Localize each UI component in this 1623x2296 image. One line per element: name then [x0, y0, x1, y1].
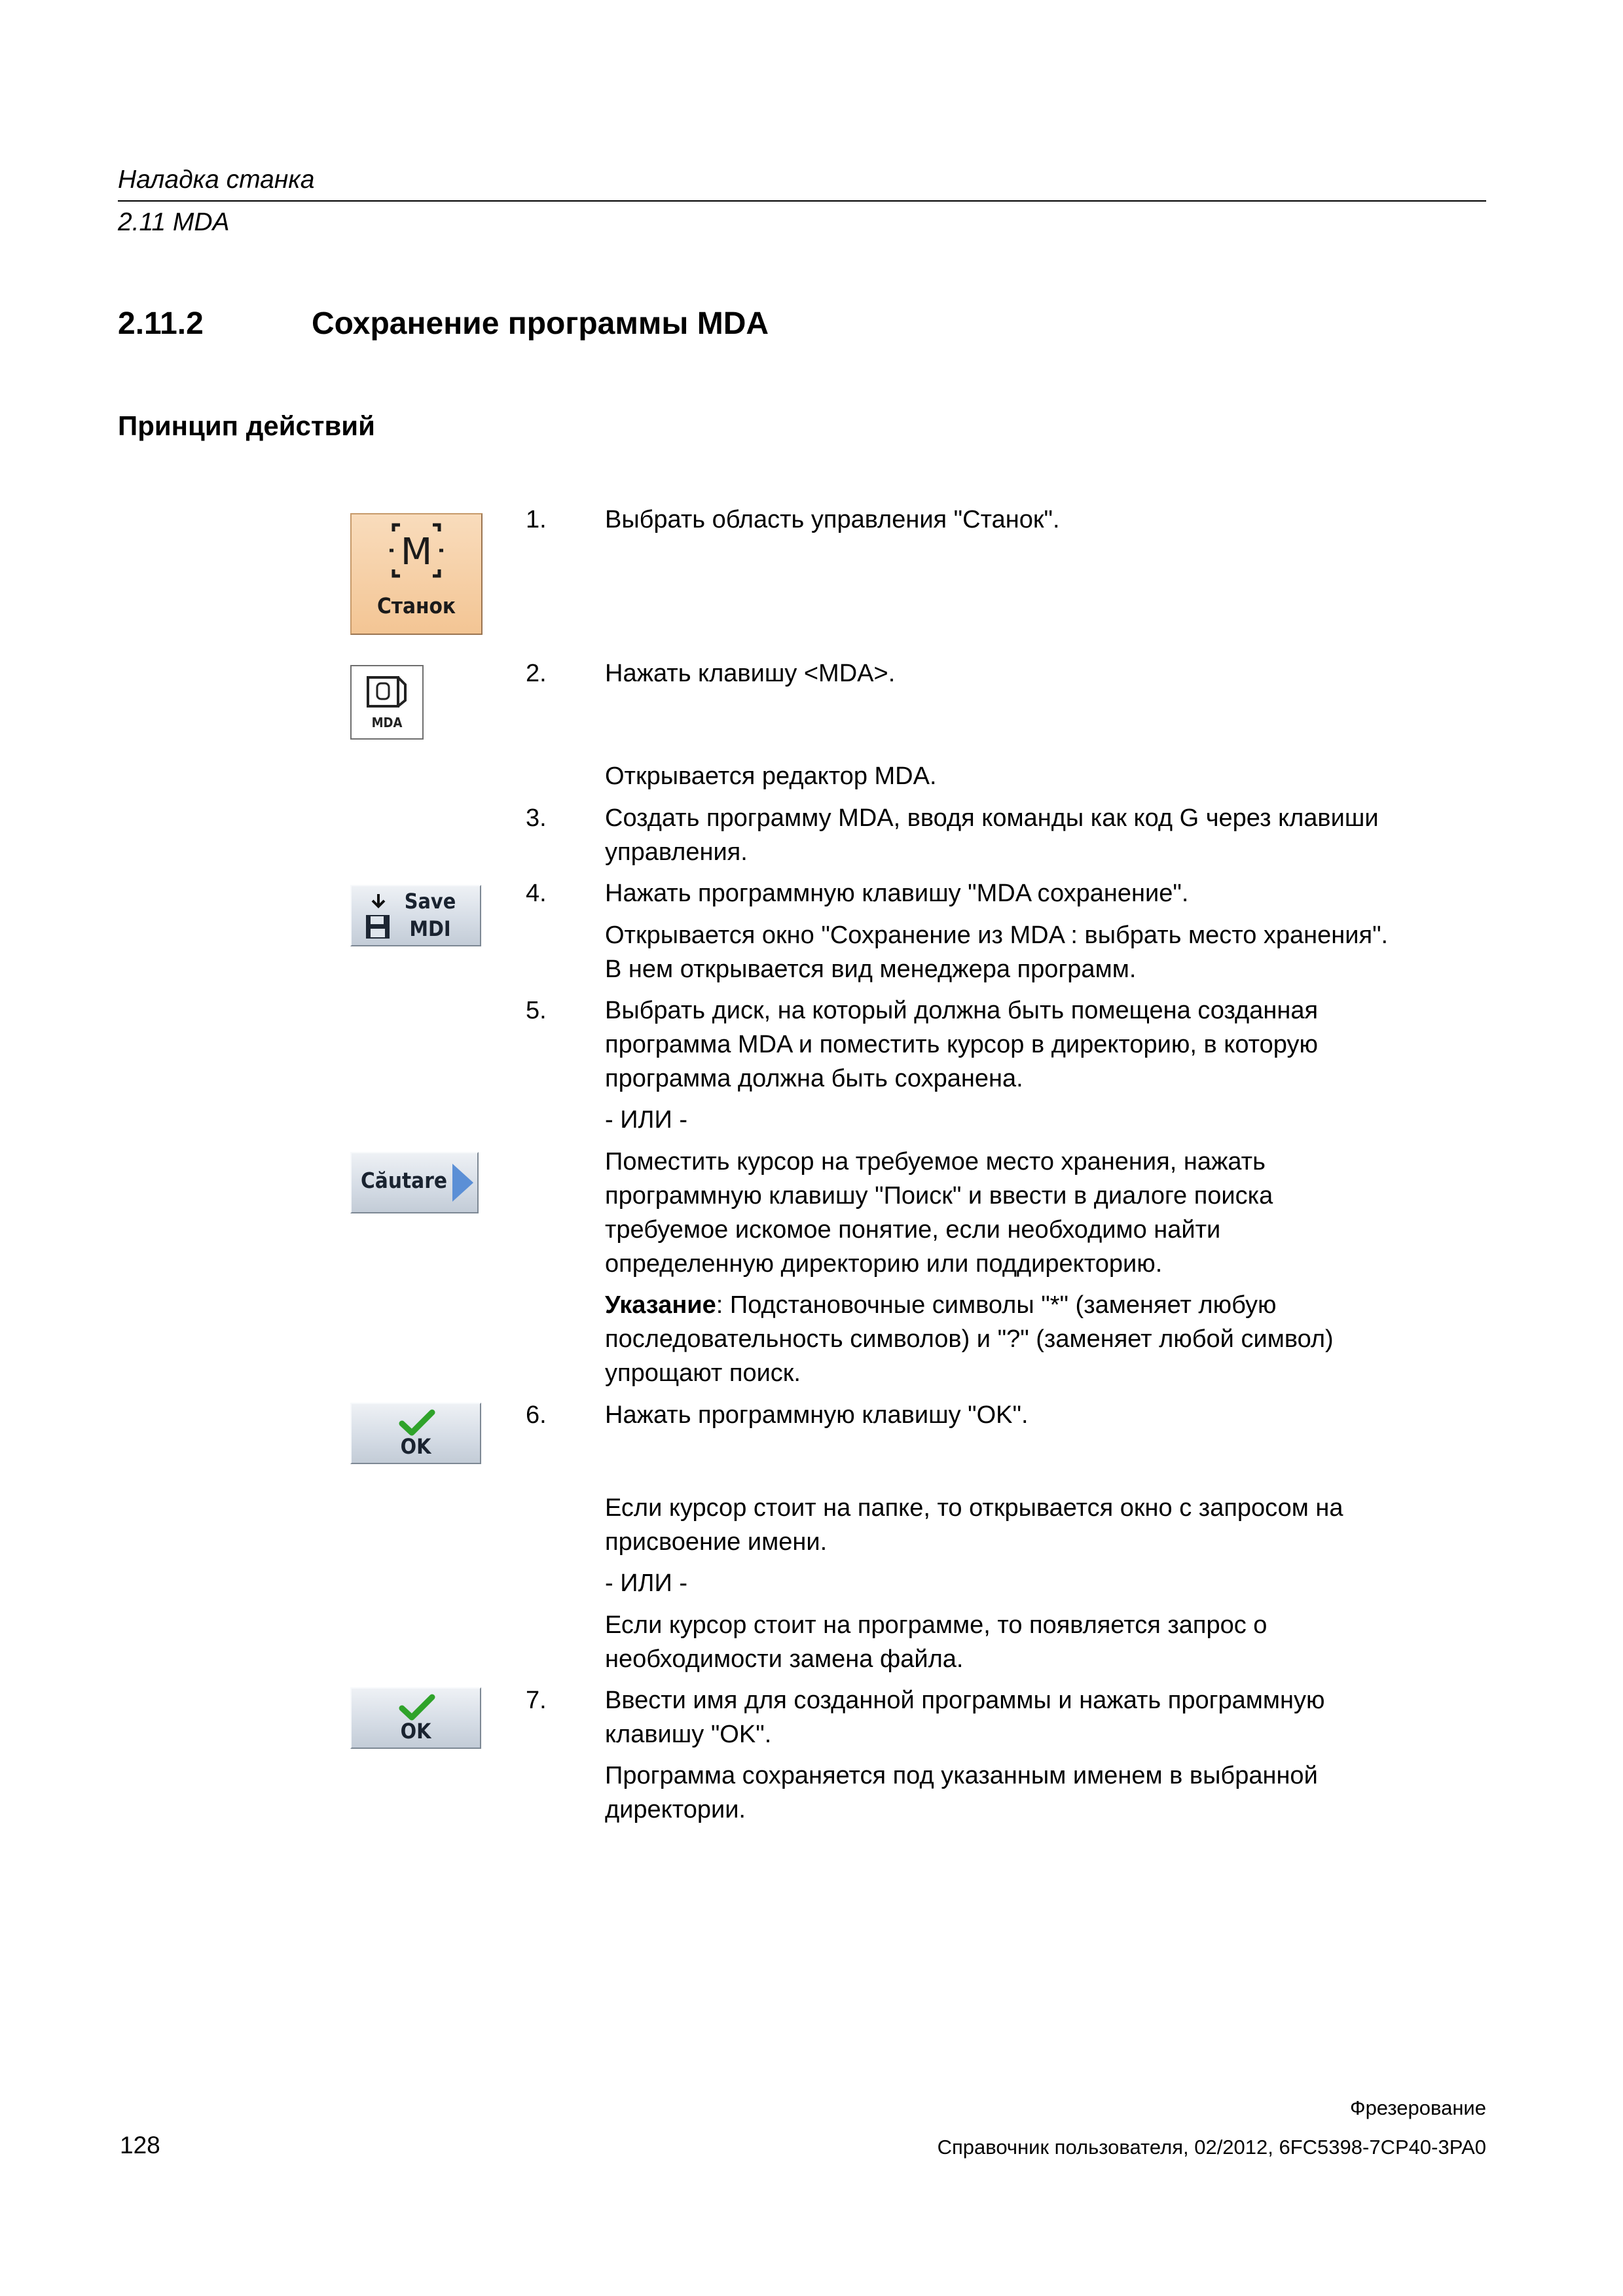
step-7-number: 7.	[526, 1687, 547, 1714]
save-softkey-label-bottom: MDI	[409, 916, 451, 941]
step-5-line-1: Выбрать диск, на который должна быть помещена созданная	[605, 997, 1319, 1024]
check-icon	[399, 1694, 435, 1721]
search-softkey[interactable]	[350, 1152, 479, 1213]
or-separator-1: - ИЛИ -	[605, 1106, 687, 1134]
machine-softkey[interactable]	[350, 513, 483, 635]
note-line-2: последовательность символов) и "?" (заменяет любой символ)	[605, 1325, 1334, 1353]
step-6-text: Нажать программную клавишу "OK".	[605, 1401, 1029, 1429]
machine-icon	[388, 522, 445, 579]
ok-softkey-1[interactable]	[350, 1403, 481, 1464]
ok-softkey-2[interactable]	[350, 1687, 481, 1749]
note-line-3: упрощают поиск.	[605, 1359, 801, 1387]
step-5b-line-4: определенную директорию или поддиректорию.	[605, 1250, 1163, 1278]
note-line-1	[605, 1288, 1486, 1322]
step-2-text: Нажать клавишу <MDA>.	[605, 660, 896, 687]
subheading: Принцип действий	[118, 410, 375, 441]
machine-softkey-label: Станок	[376, 593, 456, 619]
ok-softkey-2-label: OK	[400, 1719, 431, 1744]
step-6-result-line-1: Если курсор стоит на папке, то открывается окно с запросом на	[605, 1494, 1343, 1522]
step-7-line-2: клавишу "OK".	[605, 1721, 772, 1748]
step-4-text: Нажать программную клавишу "MDA сохранение".	[605, 880, 1189, 907]
step-6-result-line-3: Если курсор стоит на программе, то появляется запрос о	[605, 1611, 1267, 1639]
step-6-result-line-2: присвоение имени.	[605, 1528, 828, 1556]
step-4-result-line-2: В нем открывается вид менеджера программ.	[605, 956, 1137, 983]
section-title: Сохранение программы MDA	[312, 306, 769, 341]
step-7-line-1: Ввести имя для созданной программы и нажать программную	[605, 1687, 1325, 1714]
ok-softkey-1-label: OK	[400, 1434, 431, 1459]
section-number: 2.11.2	[118, 306, 204, 341]
mda-key-label: MDA	[371, 715, 403, 730]
or-separator-2: - ИЛИ -	[605, 1570, 687, 1597]
step-6-result-line-4: необходимости замена файла.	[605, 1645, 964, 1673]
save-softkey-label-top: Save	[404, 889, 456, 914]
footer-product: Фрезерование	[1350, 2096, 1486, 2119]
step-1-text: Выбрать область управления "Станок".	[605, 506, 1060, 533]
note-line-1-text: : Подстановочные символы "*" (заменяет любую	[716, 1291, 1277, 1319]
step-5b-line-1: Поместить курсор на требуемое место хранения, нажать	[605, 1148, 1266, 1175]
search-softkey-label: Căutare	[361, 1168, 447, 1193]
mda-key[interactable]	[350, 665, 424, 740]
step-6-number: 6.	[526, 1401, 547, 1429]
header-rule	[118, 200, 1486, 202]
step-5-number: 5.	[526, 997, 547, 1024]
step-5-line-2: программа MDA и поместить курсор в директорию, в которую	[605, 1031, 1318, 1058]
step-2-number: 2.	[526, 660, 547, 687]
running-header-section: 2.11 MDA	[118, 208, 230, 236]
step-3-line-1: Создать программу MDA, вводя команды как код G через клавиши	[605, 804, 1379, 832]
step-5-line-3: программа должна быть сохранена.	[605, 1065, 1023, 1092]
note-label: Указание	[605, 1291, 716, 1319]
mda-icon	[366, 675, 408, 709]
step-2-result: Открывается редактор MDA.	[605, 762, 937, 790]
save-mdi-softkey[interactable]	[350, 885, 481, 946]
step-4-result-line-1: Открывается окно "Сохранение из MDA : выбрать место хранения".	[605, 922, 1389, 949]
check-icon	[399, 1409, 435, 1437]
step-7-result-line-2: директории.	[605, 1796, 746, 1823]
step-3-number: 3.	[526, 804, 547, 832]
step-3-line-2: управления.	[605, 838, 748, 866]
running-header-chapter: Наладка станка	[118, 166, 315, 194]
page-number: 128	[120, 2132, 160, 2159]
footer-manual: Справочник пользователя, 02/2012, 6FC5398-7CP40-3PA0	[937, 2136, 1486, 2159]
step-7-result-line-1: Программа сохраняется под указанным именем в выбранной	[605, 1762, 1318, 1789]
step-1-number: 1.	[526, 506, 547, 533]
step-4-number: 4.	[526, 880, 547, 907]
step-5b-line-3: требуемое искомое понятие, если необходимо найти	[605, 1216, 1221, 1244]
step-5b-line-2: программную клавишу "Поиск" и ввести в диалоге поиска	[605, 1182, 1273, 1210]
svg-text:M: M	[400, 531, 433, 573]
arrow-right-icon	[451, 1162, 475, 1203]
